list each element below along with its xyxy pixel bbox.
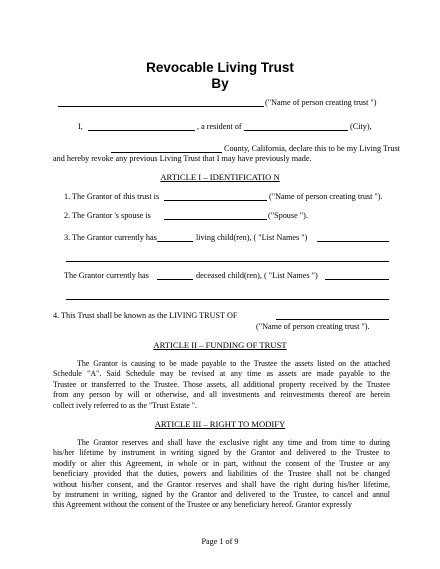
county-blank (111, 152, 222, 153)
county-line: County, California, declare this to be my Living Trust (224, 144, 400, 153)
item-2-label: 2. The Grantor 's spouse is (64, 211, 151, 220)
item-1-hint: ("Name of person creating trust "). (269, 192, 383, 201)
item-3-count-blank (157, 241, 193, 242)
item-3b-label: The Grantor currently has (64, 271, 149, 280)
article-3-body (53, 438, 390, 511)
article-2-body (53, 359, 390, 411)
article-3-line: modify or alter this Agreement, in whole or in part, without the consent of the Trustee or any (53, 458, 390, 468)
item-3b-names-line-2 (66, 299, 389, 300)
intro-i: I, (78, 122, 83, 131)
article-2-heading: ARTICLE II – FUNDING OF TRUST (153, 340, 287, 350)
item-3-names-line-2 (66, 261, 389, 262)
item-3-names-blank (317, 241, 389, 242)
grantor-blank-2 (88, 130, 195, 131)
item-3-mid: living child(ren), ( "List Names ") (196, 233, 308, 242)
item-2-blank (164, 219, 267, 220)
item-4-blank (276, 319, 389, 320)
article-3-line: this Agreement without the consent of the Trustee or any beneficiary hereof. Grantor expressly (53, 500, 352, 510)
item-1-blank (164, 200, 267, 201)
document-subtitle: By (211, 76, 229, 91)
item-3b-count-blank (157, 279, 193, 280)
grantor-name-blank (58, 106, 264, 107)
document-title: Revocable Living Trust (146, 60, 294, 75)
article-3-heading: ARTICLE III – RIGHT TO MODIFY (154, 419, 286, 429)
city-blank (244, 130, 348, 131)
article-3-line: his/her lifetime by instrument in writing signed by the Grantor and delivered to the Trustee to (53, 448, 390, 458)
grantor-name-hint: ("Name of person creating trust ") (265, 98, 377, 107)
item-3b-mid: deceased child(ren), ( "List Names ") (196, 271, 318, 280)
article-3-line: without his/her consent, and the Grantor reserves and shall have the right during his/her lifetime, (53, 479, 390, 489)
article-1-heading: ARTICLE I – IDENTIFICATIO N (160, 172, 280, 182)
article-3-line: The Grantor reserves and shall have the exclusive right any time and from time to during (77, 438, 390, 447)
article-3-line: by instrument in writing, signed by the Grantor and delivered to the Trustee, to cancel and annul (53, 490, 390, 500)
article-2-line: The Grantor is causing to be made payable to the Trustee the assets listed on the attached (77, 359, 390, 368)
revoke-line: and hereby revoke any previous Living Trust that I may have previously made. (53, 154, 312, 163)
article-2-line: from any person by will or otherwise, and all investments and reinvestments thereof are herein (53, 390, 390, 400)
article-2-line: collect ively referred to as the "Trust Estate ". (53, 400, 197, 410)
item-2-hint: ("Spouse "). (268, 211, 308, 220)
item-3b-names-blank (325, 279, 389, 280)
article-2-line: Schedule "A". Said Schedule may be revised at any time as assets are made payable to the (53, 369, 390, 379)
article-2-line: Trustee or transferred to the Trustee. Those assets, all additional property received by the Trustee (53, 379, 390, 389)
article-3-line: beneficiary provided that the duties, powers and liabilities of the Trustee shall not be changed (53, 469, 390, 479)
item-4-hint: ("Name of person creating trust "). (256, 322, 370, 331)
item-1-label: 1. The Grantor of this trust is (64, 192, 160, 201)
page-number: Page 1 of 9 (201, 537, 239, 546)
item-3-label: 3. The Grantor currently has (64, 233, 157, 242)
resident-of-text: , a resident of (197, 122, 242, 131)
item-4-label: 4. This Trust shall be known as the LIVING TRUST OF (53, 311, 238, 320)
city-label: (City), (350, 122, 372, 131)
